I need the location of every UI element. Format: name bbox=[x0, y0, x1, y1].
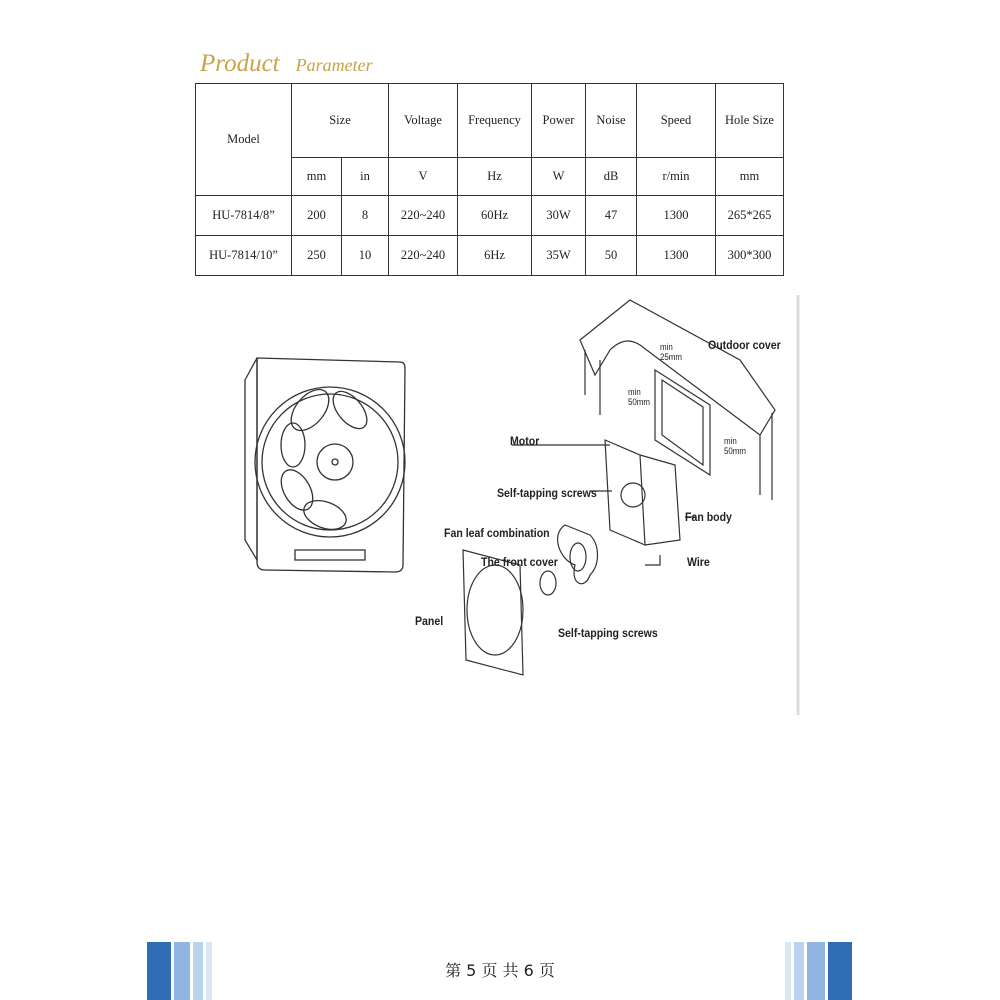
cell: 1300 bbox=[637, 196, 716, 236]
cell: 30W bbox=[532, 196, 586, 236]
table-row bbox=[196, 196, 784, 236]
label-motor: Motor bbox=[510, 434, 540, 448]
fan-front-illustration bbox=[235, 350, 410, 580]
cell: 47 bbox=[586, 196, 637, 236]
cell: 250 bbox=[292, 236, 342, 276]
table-row bbox=[196, 236, 784, 276]
header-speed: Speed bbox=[637, 84, 716, 158]
cell: 6Hz bbox=[458, 236, 532, 276]
header-power: Power bbox=[532, 84, 586, 158]
header-noise: Noise bbox=[586, 84, 637, 158]
title-sub: Parameter bbox=[295, 55, 373, 75]
unit-cell: W bbox=[532, 158, 586, 196]
exploded-diagram bbox=[400, 295, 800, 715]
cell: 8 bbox=[342, 196, 389, 236]
cell: HU-7814/8” bbox=[196, 196, 292, 236]
unit-cell: mm bbox=[292, 158, 342, 196]
section-title bbox=[200, 50, 373, 78]
label-fan-leaf: Fan leaf combination bbox=[444, 526, 550, 540]
cell: 300*300 bbox=[716, 236, 784, 276]
header-voltage: Voltage bbox=[389, 84, 458, 158]
unit-cell: dB bbox=[586, 158, 637, 196]
label-min50-left: min bbox=[628, 387, 641, 397]
cell: 50 bbox=[586, 236, 637, 276]
label-wire: Wire bbox=[687, 555, 710, 569]
unit-cell: r/min bbox=[637, 158, 716, 196]
header-frequency: Frequency bbox=[458, 84, 532, 158]
header-model: Model bbox=[196, 84, 292, 196]
cell: HU-7814/10” bbox=[196, 236, 292, 276]
label-25mm: 25mm bbox=[660, 352, 683, 362]
label-min25: min bbox=[660, 342, 673, 352]
label-panel: Panel bbox=[415, 614, 444, 628]
unit-cell: in bbox=[342, 158, 389, 196]
label-self-tapping-screws-2: Self-tapping screws bbox=[558, 626, 658, 640]
label-front-cover: The front cover bbox=[481, 555, 558, 569]
unit-cell: V bbox=[389, 158, 458, 196]
label-outdoor-cover: Outdoor cover bbox=[708, 338, 781, 352]
label-self-tapping-screws-1: Self-tapping screws bbox=[497, 486, 597, 500]
title-main: Product bbox=[200, 50, 280, 77]
unit-cell: Hz bbox=[458, 158, 532, 196]
cell: 220~240 bbox=[389, 196, 458, 236]
cell: 35W bbox=[532, 236, 586, 276]
label-50mm-left: 50mm bbox=[628, 397, 651, 407]
label-fan-body: Fan body bbox=[685, 510, 732, 524]
cell: 1300 bbox=[637, 236, 716, 276]
page-number: 第 5 页 共 6 页 bbox=[445, 961, 555, 980]
cell: 60Hz bbox=[458, 196, 532, 236]
label-50mm-right: 50mm bbox=[724, 446, 747, 456]
parameter-table bbox=[195, 83, 784, 276]
header-size: Size bbox=[292, 84, 389, 158]
header-hole-size: Hole Size bbox=[716, 84, 784, 158]
label-min50-right: min bbox=[724, 436, 737, 446]
cell: 220~240 bbox=[389, 236, 458, 276]
cell: 200 bbox=[292, 196, 342, 236]
unit-cell: mm bbox=[716, 158, 784, 196]
cell: 10 bbox=[342, 236, 389, 276]
cell: 265*265 bbox=[716, 196, 784, 236]
